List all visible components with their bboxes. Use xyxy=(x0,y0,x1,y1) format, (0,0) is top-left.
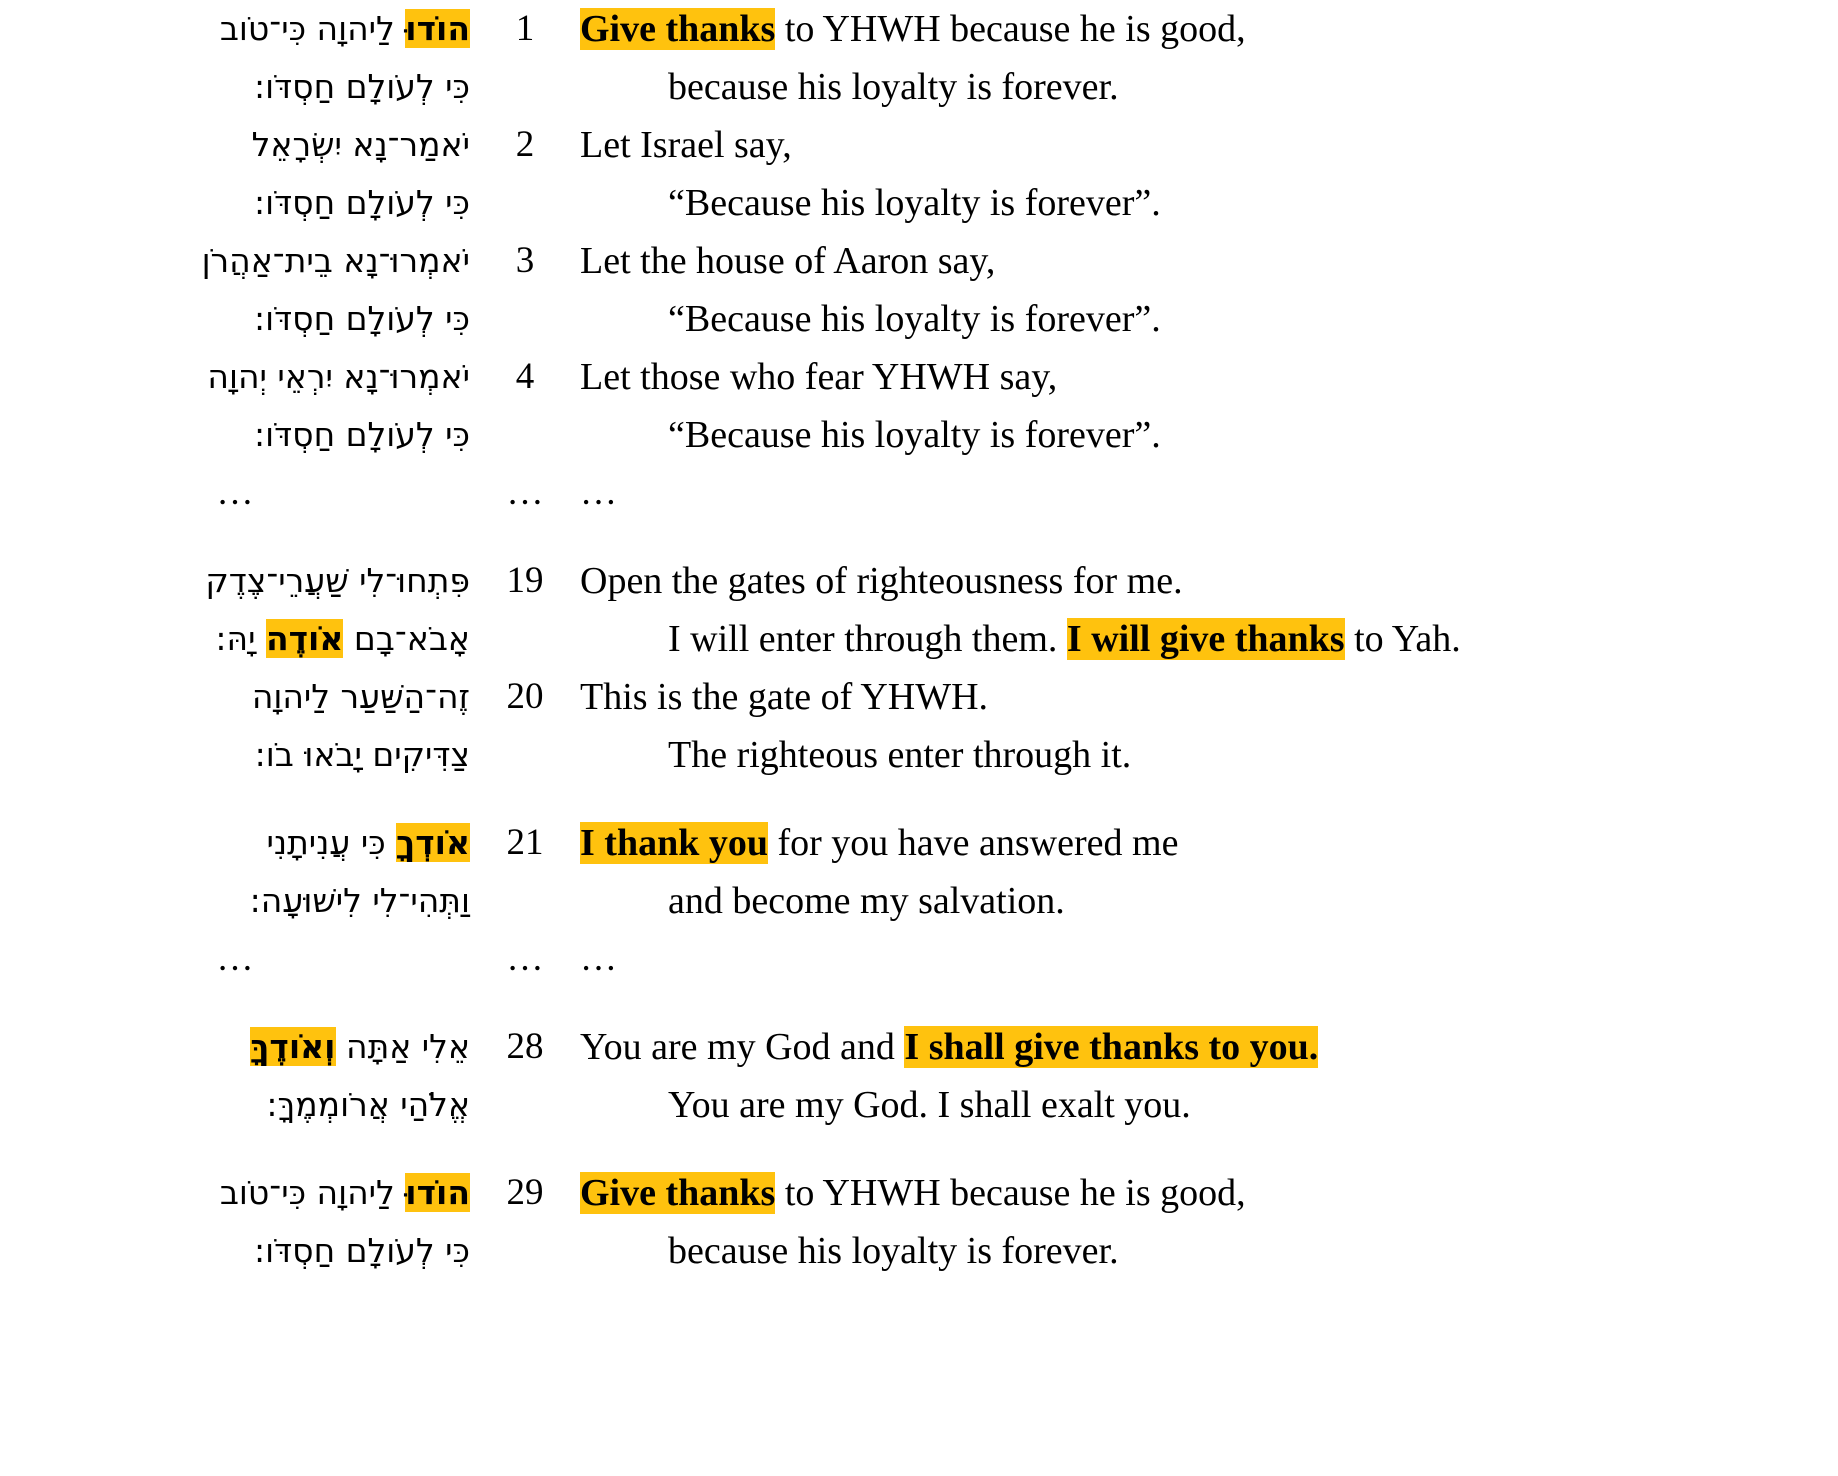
hebrew-line: אָבֹא־בָם אֹודֶה יָהּ: xyxy=(215,619,470,658)
english-line: Open the gates of righteousness for me. xyxy=(580,560,1183,602)
spacer-cell xyxy=(470,522,580,552)
highlighted-text: Give thanks xyxy=(580,8,776,50)
spacer-cell xyxy=(0,522,470,552)
verse-number: 1 xyxy=(515,8,535,49)
english-line: You are my God and I shall give thanks to you. xyxy=(580,1026,1319,1068)
hebrew-line: כִּי לְעֹולָם חַסְדֹּו: xyxy=(254,183,470,222)
spacer-cell xyxy=(580,1134,1838,1164)
english-cell xyxy=(580,116,1838,232)
english-line: Let the house of Aaron say, xyxy=(580,240,996,282)
highlighted-text: הוֹדוּ xyxy=(405,1173,470,1212)
hebrew-line: כִּי לְעֹולָם חַסְדֹּו: xyxy=(254,1231,470,1270)
spacer-cell xyxy=(580,784,1838,814)
verse-row xyxy=(0,348,1838,464)
english-line: because his loyalty is forever. xyxy=(668,1230,1119,1272)
verse-row xyxy=(0,0,1838,116)
verse-number-ellipsis: … xyxy=(506,472,544,513)
english-cell xyxy=(580,552,1838,668)
spacer-cell xyxy=(580,522,1838,552)
hebrew-line: יֹאמְרוּ־נָא בֵית־אַהֲרֹן xyxy=(201,241,470,280)
english-cell xyxy=(580,1018,1838,1134)
english-line: Let Israel say, xyxy=(580,124,792,166)
hebrew-line: אֱלֹהַי אֲרֹומְמֶךָּ: xyxy=(266,1085,470,1124)
english-ellipsis: … xyxy=(580,938,617,979)
verse-number: 21 xyxy=(506,822,544,863)
english-line: “Because his loyalty is forever”. xyxy=(668,298,1161,340)
verse-number: 20 xyxy=(506,676,544,717)
verse-row xyxy=(0,1018,1838,1134)
verse-spacer xyxy=(0,784,1838,814)
verse-row xyxy=(0,1164,1838,1280)
verse-number: 19 xyxy=(506,560,544,601)
english-cell xyxy=(580,814,1838,930)
highlighted-text: I will give thanks xyxy=(1066,618,1345,660)
hebrew-cell xyxy=(0,1164,470,1280)
hebrew-line: זֶה־הַשַּׁעַר לַיהוָה xyxy=(251,677,470,716)
hebrew-line: הוֹדוּ לַיהוָה כִּי־טֹוב xyxy=(219,1173,470,1212)
highlighted-text: אֹודֶה xyxy=(265,619,344,658)
hebrew-line: פִּתְחוּ־לִי שַׁעֲרֵי־צֶדֶק xyxy=(205,561,470,600)
verse-number: 2 xyxy=(515,124,535,165)
hebrew-line: יֹאמַר־נָא יִשְׂרָאֵל xyxy=(251,125,470,164)
english-cell xyxy=(580,348,1838,464)
verse-number: 28 xyxy=(506,1026,544,1067)
english-cell xyxy=(580,232,1838,348)
hebrew-line: הוֹדוּ לַיהוָה כִּי־טֹוב xyxy=(219,9,470,48)
omission-row xyxy=(0,464,1838,522)
verse-number: 4 xyxy=(515,356,535,397)
spacer-cell xyxy=(470,1134,580,1164)
highlighted-text: אֹודְךָ xyxy=(396,823,470,862)
hebrew-line: צַדִּיקִים יָבֹאוּ בֹו: xyxy=(254,735,470,774)
hebrew-line: יֹאמְרוּ־נָא יִרְאֵי יְהוָה xyxy=(207,357,470,396)
spacer-cell xyxy=(470,988,580,1018)
highlighted-text: I shall give thanks to you. xyxy=(904,1026,1319,1068)
english-line: I will enter through them. I will give thanks to Yah. xyxy=(668,618,1461,660)
hebrew-ellipsis: … xyxy=(216,472,254,513)
verse-row xyxy=(0,814,1838,930)
hebrew-cell xyxy=(0,552,470,668)
english-line: Give thanks to YHWH because he is good, xyxy=(580,8,1246,50)
verse-row xyxy=(0,232,1838,348)
spacer-cell xyxy=(580,988,1838,1018)
english-cell xyxy=(580,0,1838,116)
english-line: Let those who fear YHWH say, xyxy=(580,356,1058,398)
hebrew-ellipsis: … xyxy=(216,938,254,979)
highlighted-text: Give thanks xyxy=(580,1172,776,1214)
english-line: I thank you for you have answered me xyxy=(580,822,1179,864)
verse-row xyxy=(0,116,1838,232)
hebrew-line: אֹודְךָ כִּי עֲנִיתָנִי xyxy=(266,823,470,862)
english-line: This is the gate of YHWH. xyxy=(580,676,989,718)
verse-row xyxy=(0,552,1838,668)
hebrew-line: כִּי לְעֹולָם חַסְדֹּו: xyxy=(254,415,470,454)
spacer-cell xyxy=(0,784,470,814)
english-cell xyxy=(580,1164,1838,1280)
english-line: The righteous enter through it. xyxy=(668,734,1132,776)
verse-number: 29 xyxy=(506,1172,544,1213)
english-cell xyxy=(580,668,1838,784)
hebrew-cell xyxy=(0,814,470,930)
hebrew-line: כִּי לְעֹולָם חַסְדֹּו: xyxy=(254,299,470,338)
english-line: “Because his loyalty is forever”. xyxy=(668,182,1161,224)
verse-number: 3 xyxy=(515,240,535,281)
hebrew-cell xyxy=(0,116,470,232)
verse-number-ellipsis: … xyxy=(506,938,544,979)
verse-spacer xyxy=(0,522,1838,552)
english-line: You are my God. I shall exalt you. xyxy=(668,1084,1191,1126)
hebrew-cell xyxy=(0,232,470,348)
spacer-cell xyxy=(470,784,580,814)
english-line: and become my salvation. xyxy=(668,880,1065,922)
hebrew-cell xyxy=(0,668,470,784)
hebrew-cell xyxy=(0,348,470,464)
hebrew-cell xyxy=(0,1018,470,1134)
highlighted-text: I thank you xyxy=(580,822,768,864)
verse-spacer xyxy=(0,1134,1838,1164)
english-line: Give thanks to YHWH because he is good, xyxy=(580,1172,1246,1214)
highlighted-text: הוֹדוּ xyxy=(405,9,470,48)
english-line: because his loyalty is forever. xyxy=(668,66,1119,108)
english-ellipsis: … xyxy=(580,472,617,513)
verse-row xyxy=(0,668,1838,784)
english-line: “Because his loyalty is forever”. xyxy=(668,414,1161,456)
spacer-cell xyxy=(0,988,470,1018)
hebrew-line: אֵלִי אַתָּה וְאֹודֶךָּ xyxy=(250,1027,470,1066)
hebrew-cell xyxy=(0,0,470,116)
hebrew-line: וַתְּהִי־לִי לִישׁוּעָה: xyxy=(249,881,470,920)
highlighted-text: וְאֹודֶךָּ xyxy=(250,1027,336,1066)
omission-row xyxy=(0,930,1838,988)
verse-spacer xyxy=(0,988,1838,1018)
spacer-cell xyxy=(0,1134,470,1164)
hebrew-line: כִּי לְעֹולָם חַסְדֹּו: xyxy=(254,67,470,106)
